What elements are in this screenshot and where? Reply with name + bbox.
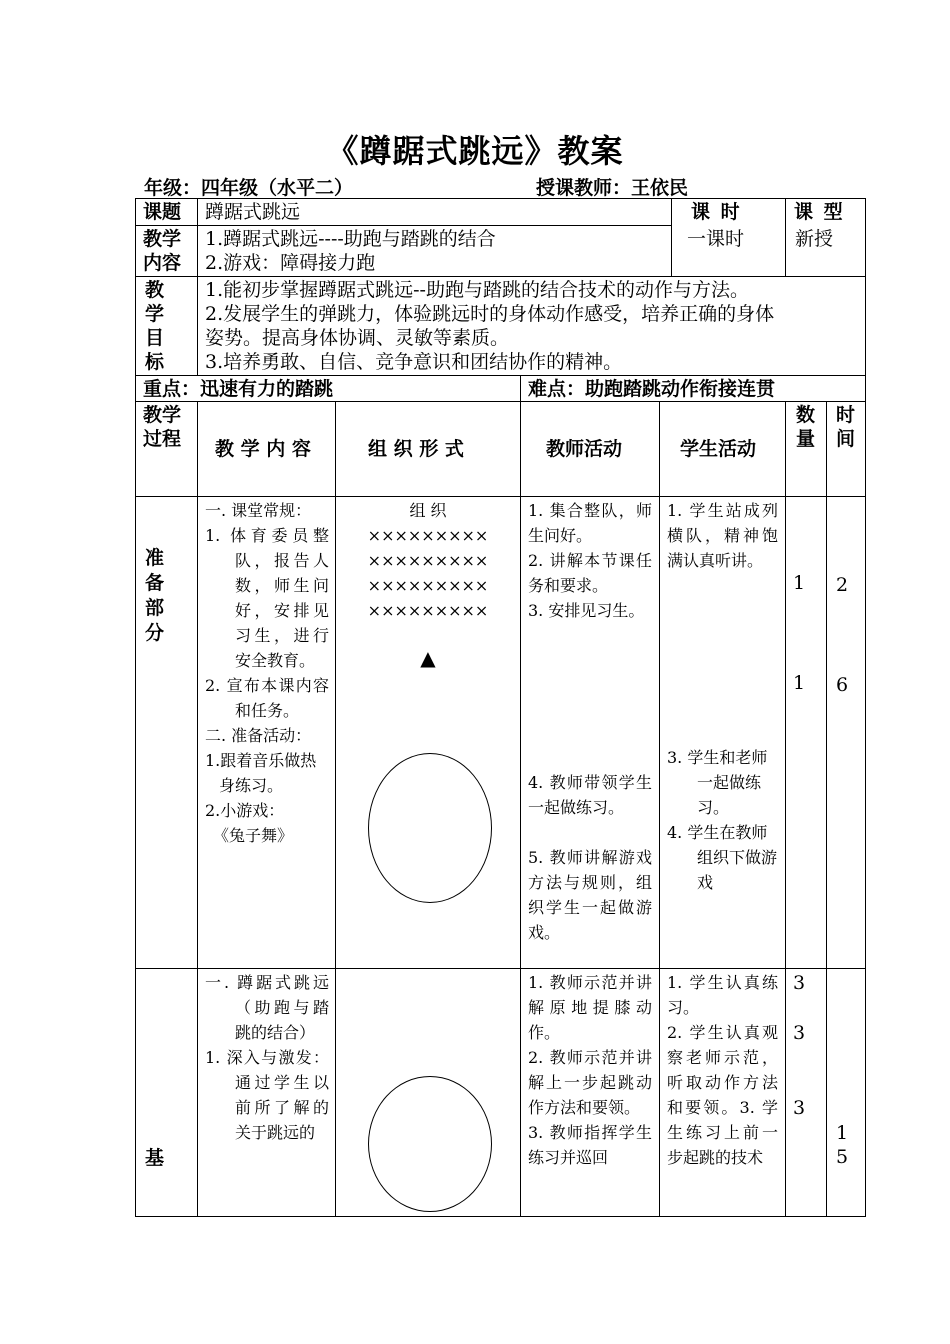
org-row-3: ×××××××××	[367, 576, 489, 595]
difficulty: 难点：助跑踏跳动作衔接连贯	[528, 378, 776, 400]
content-label-2: 内容	[143, 252, 182, 274]
basic-content-1: 一. 蹲踞式跳远（助跑与踏跳的结合）	[205, 973, 329, 1042]
content-line-1: 1.蹲踞式跳远----助跑与踏跳的结合	[205, 228, 496, 250]
prep-content-6: 2.小游戏：	[205, 801, 285, 820]
org-row-2: ×××××××××	[367, 551, 489, 570]
org-row-1: ×××××××××	[367, 526, 489, 545]
hours-label: 课 时	[691, 201, 742, 223]
prep-time-2: 6	[836, 674, 849, 696]
prep-time-cell	[826, 496, 866, 969]
circle-formation-icon-2	[368, 1076, 492, 1212]
prep-content-4: 二. 准备活动：	[205, 726, 312, 745]
objective-line-1: 1.能初步掌握蹲踞式跳远--助跑与踏跳的结合技术的动作与方法。	[205, 279, 749, 301]
teacher-marker-icon: ▲	[420, 646, 436, 670]
basic-student-text	[667, 970, 778, 1170]
col-content-label: 教 学 内 容	[215, 438, 311, 460]
prep-label-1: 准	[145, 547, 165, 569]
prep-content-7: 《兔子舞》	[213, 826, 294, 845]
col-count-2: 量	[796, 428, 816, 450]
prep-content-2: 1. 体育委员整队，报告人数，师生问好，安排见习生，进行安全教育。	[205, 526, 329, 670]
basic-time-2: 5	[836, 1146, 849, 1168]
grade-value: 四年级（水平二）	[201, 177, 354, 199]
circle-formation-icon	[368, 753, 492, 903]
basic-count-1: 3	[793, 972, 806, 994]
prep-teacher-5: 5. 教师讲解游戏方法与规则，组织学生一起做游戏。	[528, 848, 652, 942]
content-line-2: 2.游戏：障碍接力跑	[205, 252, 376, 274]
type-value: 新授	[795, 228, 834, 250]
basic-section-cell	[135, 968, 198, 1217]
col-organization-label: 组 织 形 式	[368, 438, 464, 460]
objective-line-4: 3.培养勇敢、自信、竞争意识和团结协作的精神。	[205, 351, 623, 373]
basic-time-1: 1	[836, 1122, 849, 1144]
prep-count-1: 1	[793, 572, 806, 594]
objectives-label-4: 标	[145, 351, 165, 373]
prep-teacher-text-2	[528, 770, 652, 945]
org-row-4: ×××××××××	[367, 601, 489, 620]
objectives-label-2: 学	[145, 303, 165, 325]
col-time-2: 间	[836, 428, 856, 450]
prep-teacher-2: 2. 讲解本节课任务和要求。	[528, 551, 652, 595]
key-point: 重点：迅速有力的踏跳	[143, 378, 334, 400]
col-teacher-label: 教师活动	[546, 438, 623, 460]
prep-teacher-1: 1. 集合整队，师生问好。	[528, 501, 652, 545]
topic-label: 课题	[143, 201, 182, 223]
basic-time-cell	[826, 968, 866, 1217]
basic-content-text	[205, 970, 329, 1145]
prep-label-2: 备	[145, 572, 165, 594]
basic-teacher-2: 2. 教师示范并讲解上一步起跳动作方法和要领。	[528, 1048, 652, 1117]
grade-label: 年级：	[144, 177, 202, 199]
basic-student-2: 2. 学生认真观察老师示范，听取动作方法和要领。3. 学生练习上前一步起跳的技术	[667, 1023, 778, 1167]
col-count-1: 数	[796, 404, 816, 426]
prep-label-4: 分	[145, 622, 165, 644]
prep-teacher-text	[528, 498, 652, 623]
org-label: 组 织	[409, 501, 447, 520]
grade-line	[144, 173, 353, 200]
hours-value: 一课时	[687, 228, 745, 250]
objectives-label-1: 教	[145, 279, 165, 301]
prep-time-1: 2	[836, 574, 849, 596]
basic-teacher-1: 1. 教师示范并讲解原地提膝动作。	[528, 973, 652, 1042]
prep-teacher-4: 4. 教师带领学生一起做练习。	[528, 773, 652, 817]
col-student-label: 学生活动	[680, 438, 757, 460]
prep-count-cell	[785, 496, 827, 969]
objective-line-3: 姿势。提高身体协调、灵敏等素质。	[205, 327, 510, 349]
basic-teacher-text	[528, 970, 652, 1170]
basic-count-2: 3	[793, 1022, 806, 1044]
prep-student-text	[667, 498, 778, 573]
type-label: 课 型	[794, 201, 845, 223]
col-process-2: 过程	[143, 428, 182, 450]
col-time-1: 时	[836, 404, 856, 426]
basic-student-1: 1. 学生认真练习。	[667, 973, 778, 1017]
teacher-line	[536, 173, 688, 200]
prep-student-3: 4. 学生在教师组织下做游戏	[667, 823, 778, 892]
prep-content-1: 一. 课堂常规：	[205, 501, 312, 520]
basic-count-3: 3	[793, 1097, 806, 1119]
prep-label-3: 部	[145, 597, 165, 619]
objectives-label-3: 目	[145, 327, 165, 349]
teacher-label: 授课教师：	[536, 177, 632, 199]
prep-student-1: 1. 学生站成列横队，精神饱满认真听讲。	[667, 501, 778, 570]
basic-content-2: 1. 深入与激发：通过学生以前所了解的关于跳远的	[205, 1048, 329, 1142]
topic-value: 蹲踞式跳远	[205, 201, 301, 223]
prep-teacher-3: 3. 安排见习生。	[528, 601, 645, 620]
prep-student-text-2	[667, 745, 778, 895]
basic-count-cell	[785, 968, 827, 1217]
basic-label: 基	[145, 1147, 165, 1169]
col-process-1: 教学	[143, 404, 182, 426]
prep-count-2: 1	[793, 672, 806, 694]
prep-content-5: 1.跟着音乐做热身练习。	[205, 751, 317, 795]
objective-line-2: 2.发展学生的弹跳力，体验跳远时的身体动作感受，培养正确的身体	[205, 303, 775, 325]
prep-content-3: 2. 宣布本课内容和任务。	[205, 676, 329, 720]
page-title: 《蹲踞式跳远》教案	[326, 132, 624, 170]
prep-content-text	[205, 498, 329, 848]
content-label-1: 教学	[143, 228, 182, 250]
basic-teacher-3: 3. 教师指挥学生练习并巡回	[528, 1123, 652, 1167]
prep-student-2: 3. 学生和老师一起做练习。	[667, 748, 768, 817]
teacher-value: 王依民	[631, 177, 689, 199]
